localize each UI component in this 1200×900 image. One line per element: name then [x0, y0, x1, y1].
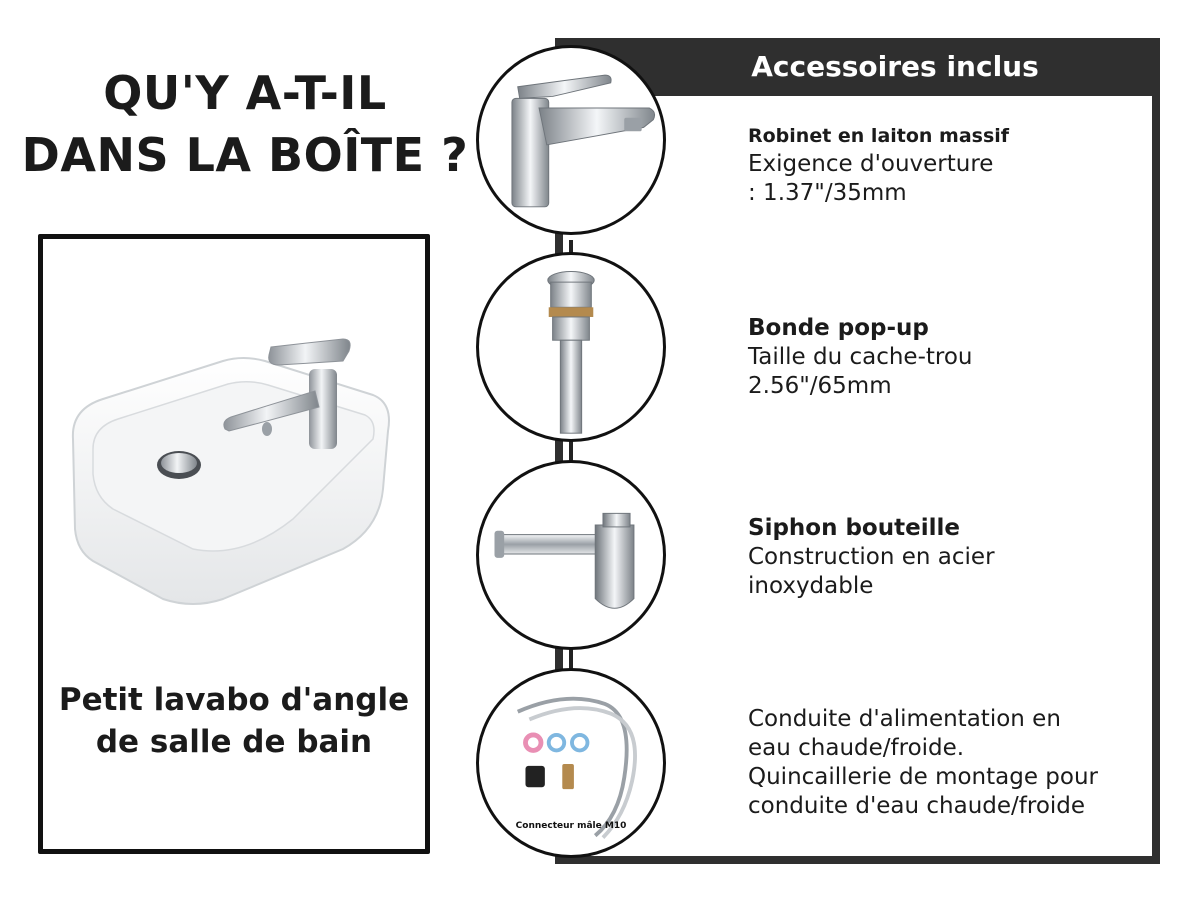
accessory-desc-4a: Conduite d'alimentation en — [748, 706, 1061, 732]
caption-line-1: Petit lavabo d'angle — [58, 682, 410, 718]
hoses-circle — [476, 668, 666, 858]
headline-line-1: QU'Y A-T-IL — [103, 66, 387, 120]
drain-circle — [476, 252, 666, 442]
accessory-desc-2b: 2.56"/65mm — [748, 373, 892, 399]
accessory-item-3 — [748, 513, 1148, 601]
accessories-header-title: Accessoires inclus — [751, 50, 1039, 83]
faucet-icon — [479, 48, 663, 232]
product-box — [38, 234, 430, 854]
pop-up-drain-icon — [479, 255, 663, 439]
page-headline — [10, 62, 480, 186]
accessory-desc-3b: inoxydable — [748, 573, 874, 599]
faucet-circle — [476, 45, 666, 235]
accessory-desc-4c: Quincaillerie de montage pour — [748, 764, 1099, 790]
bottle-trap-icon — [479, 463, 663, 647]
accessory-desc-2a: Taille du cache-trou — [748, 344, 973, 370]
accessory-title-2: Bonde pop-up — [748, 315, 929, 341]
hose-image-caption: Connecteur mâle M10 — [515, 821, 627, 831]
trap-circle — [476, 460, 666, 650]
sink-illustration — [43, 299, 425, 629]
accessory-desc-3a: Construction en acier — [748, 544, 995, 570]
accessory-desc-1b: : 1.37"/35mm — [748, 180, 907, 206]
accessory-desc-4d: conduite d'eau chaude/froide — [748, 793, 1086, 819]
product-caption — [43, 679, 425, 763]
accessory-item-4 — [748, 705, 1148, 821]
accessory-title-3: Siphon bouteille — [748, 515, 960, 541]
accessory-title-1: Robinet en laiton massif — [748, 125, 1010, 147]
accessory-desc-1a: Exigence d'ouverture — [748, 151, 994, 177]
accessory-desc-4b: eau chaude/froide. — [748, 735, 965, 761]
caption-line-2: de salle de bain — [95, 724, 373, 760]
headline-line-2: DANS LA BOÎTE ? — [21, 128, 469, 182]
accessory-item-1 — [748, 122, 1148, 208]
accessory-item-2 — [748, 313, 1148, 401]
